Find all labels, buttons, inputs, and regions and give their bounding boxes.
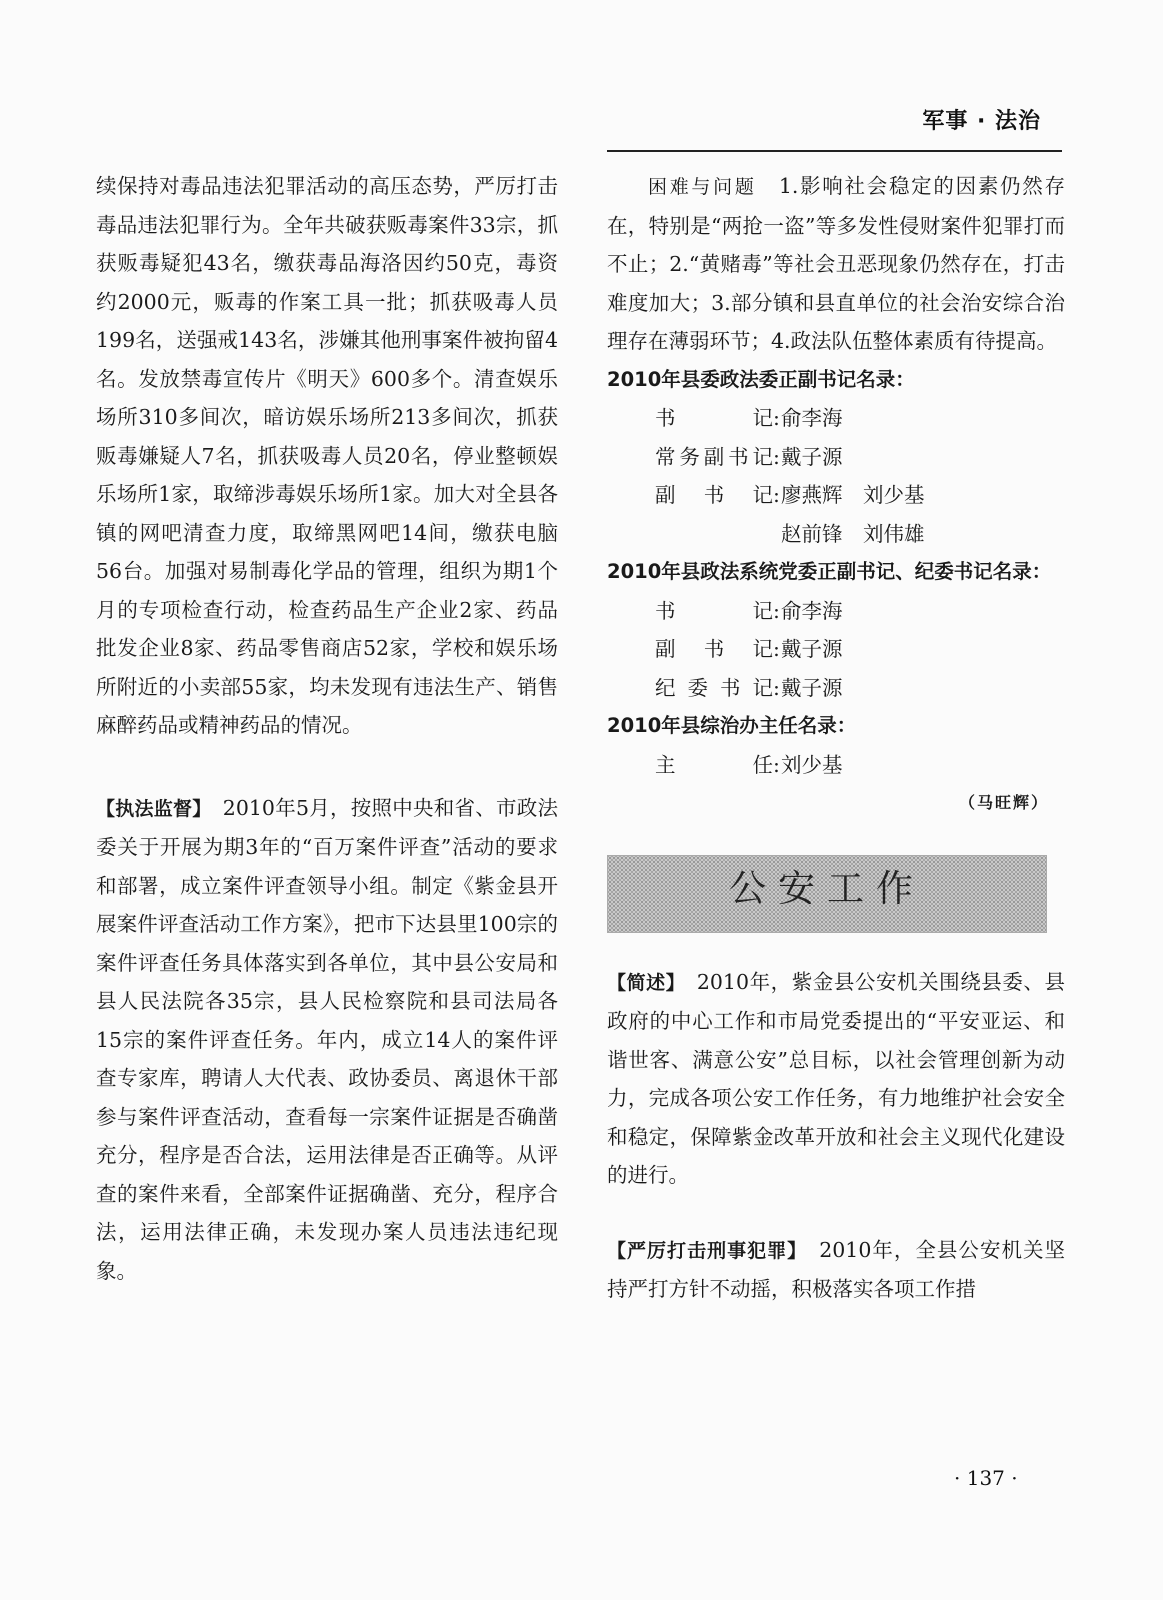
roster-row: 主 任 : 刘少基 — [607, 746, 1065, 785]
roster-names: 俞李海 — [781, 598, 843, 623]
author-credit: （马旺辉） — [958, 793, 1049, 812]
roster-role: 主 任 — [655, 752, 773, 777]
roster-row: 副 书 记 : 戴子源 — [607, 630, 1065, 669]
roster3-list — [607, 746, 1065, 785]
roster-names: 戴子源 — [781, 637, 843, 661]
section-banner — [607, 855, 1047, 933]
roster-row: 书 记 : 俞李海 — [607, 399, 1065, 438]
crime-crackdown-text: 2010年，全县公安机关坚持严打方针不动摇，积极落实各项工作措 — [607, 1237, 1065, 1301]
roster-names: 戴子源 — [781, 675, 843, 700]
page-number: · 137 · — [954, 1466, 1018, 1490]
roster-role: 常 务 副 书 记 — [655, 444, 773, 469]
overview-paragraph — [607, 963, 1065, 1195]
header-rule — [607, 150, 1062, 152]
law-enforcement-heading: 【执法监督】 — [96, 797, 203, 820]
overview-heading: 【简述】 — [607, 971, 676, 994]
problems-paragraph — [607, 167, 1065, 361]
roster-names: 戴子源 — [781, 444, 843, 469]
roster3-title: 2010年县综治办主任名录： — [607, 714, 857, 737]
roster-role: 书 记 — [655, 598, 773, 623]
roster2-title: 2010年县政法系统党委正副书记、纪委书记名录： — [607, 560, 1052, 583]
roster-row: 纪 委 书 记 : 戴子源 — [607, 669, 1065, 708]
roster2-list — [607, 592, 1065, 708]
problems-text: 1.影响社会稳定的因素仍然存在，特别是“两抢一盗”等多发性侵财案件犯罪打而不止；2.“黄赌毒”等社会丑恶现象仍然存在，打击难度加大；3.部分镇和县直单位的社会治安综合治理存在薄弱环节；4.政法队伍整体素质有待提高。 — [607, 174, 1065, 353]
roster-names: 俞李海 — [781, 406, 843, 430]
section-header: 军事 · 法治 — [922, 109, 1041, 134]
roster1-title: 2010年县委政法委正副书记名录： — [607, 367, 915, 391]
overview-text: 2010年，紫金县公安机关围绕县委、县政府的中心工作和市局党委提出的“平安亚运、和谐世客、满意公安”总目标，以社会管理创新为动力，完成各项公安工作任务，有力地维护社会安全和稳定，保障紫金改革开放和社会主义现代化建设的进行。 — [607, 969, 1065, 1187]
law-enforcement-paragraph — [96, 789, 558, 1291]
roster-row — [607, 515, 1065, 554]
problems-heading: 困难与问题 — [648, 176, 757, 198]
roster-row: 副 书 记 : 廖燕辉 刘少基 — [607, 476, 1065, 515]
roster-names: 廖燕辉 刘少基 — [781, 483, 925, 507]
roster-row: 常 务 副 书 记 : 戴子源 — [607, 438, 1065, 477]
crime-crackdown-paragraph — [607, 1231, 1065, 1309]
banner-title: 公安工作 — [729, 866, 925, 910]
roster-names: 赵前锋 刘伟雄 — [781, 521, 925, 546]
roster-names: 刘少基 — [781, 752, 843, 777]
right-column — [607, 167, 1065, 1309]
roster-role: 纪 委 书 记 — [655, 675, 773, 700]
roster-role: 书 记 — [655, 406, 773, 430]
crime-crackdown-heading: 【严厉打击刑事犯罪】 — [607, 1239, 798, 1262]
roster1-list — [607, 399, 1065, 553]
law-enforcement-text: 2010年5月，按照中央和省、市政法委关于开展为期3年的“百万案件评查”活动的要求和部署，成立案件评查领导小组。制定《紫金县开展案件评查活动工作方案》，把市下达县里100宗的案件评查任务具体落实到各单位，其中县公安局和县人民法院各35宗，县人民检察院和县司法局各15宗的案件评查任务。年内，成立14人的案件评查专家库，聘请人大代表、政协委员、离退休干部参与案件评查活动，查看每一宗案件证据是否确凿充分，程序是否合法，运用法律是否正确等。从评查的案件来看，全部案件证据确凿、充分，程序合法，运用法律正确，未发现办案人员违法违纪现象。 — [96, 795, 559, 1283]
left-column — [96, 167, 558, 1290]
roster-role: 副 书 记 — [655, 637, 773, 661]
roster-row: 书 记 : 俞李海 — [607, 592, 1065, 631]
drug-control-paragraph: 续保持对毒品违法犯罪活动的高压态势，严厉打击毒品违法犯罪行为。全年共破获贩毒案件33宗，抓获贩毒疑犯43名，缴获毒品海洛因约50克，毒资约2000元，贩毒的作案工具一批；抓获吸毒人员199名，送强戒143名，涉嫌其他刑事案件被拘留4名。发放禁毒宣传片《明天》600多个。清查娱乐场所310多间次，暗访娱乐场所213多间次，抓获贩毒嫌疑人7名，抓获吸毒人员20名，停业整顿娱乐场所1家，取缔涉毒娱乐场所1家。加大对全县各镇的网吧清查力度，取缔黑网吧14间，缴获电脑56台。加强对易制毒化学品的管理，组织为期1个月的专项检查行动，检查药品生产企业2家、药品批发企业8家、药品零售商店52家，学校和娱乐场所附近的小卖部55家，均未发现有违法生产、销售麻醉药品或精神药品的情况。 — [96, 174, 558, 737]
roster-role: 副 书 记 — [655, 483, 773, 507]
